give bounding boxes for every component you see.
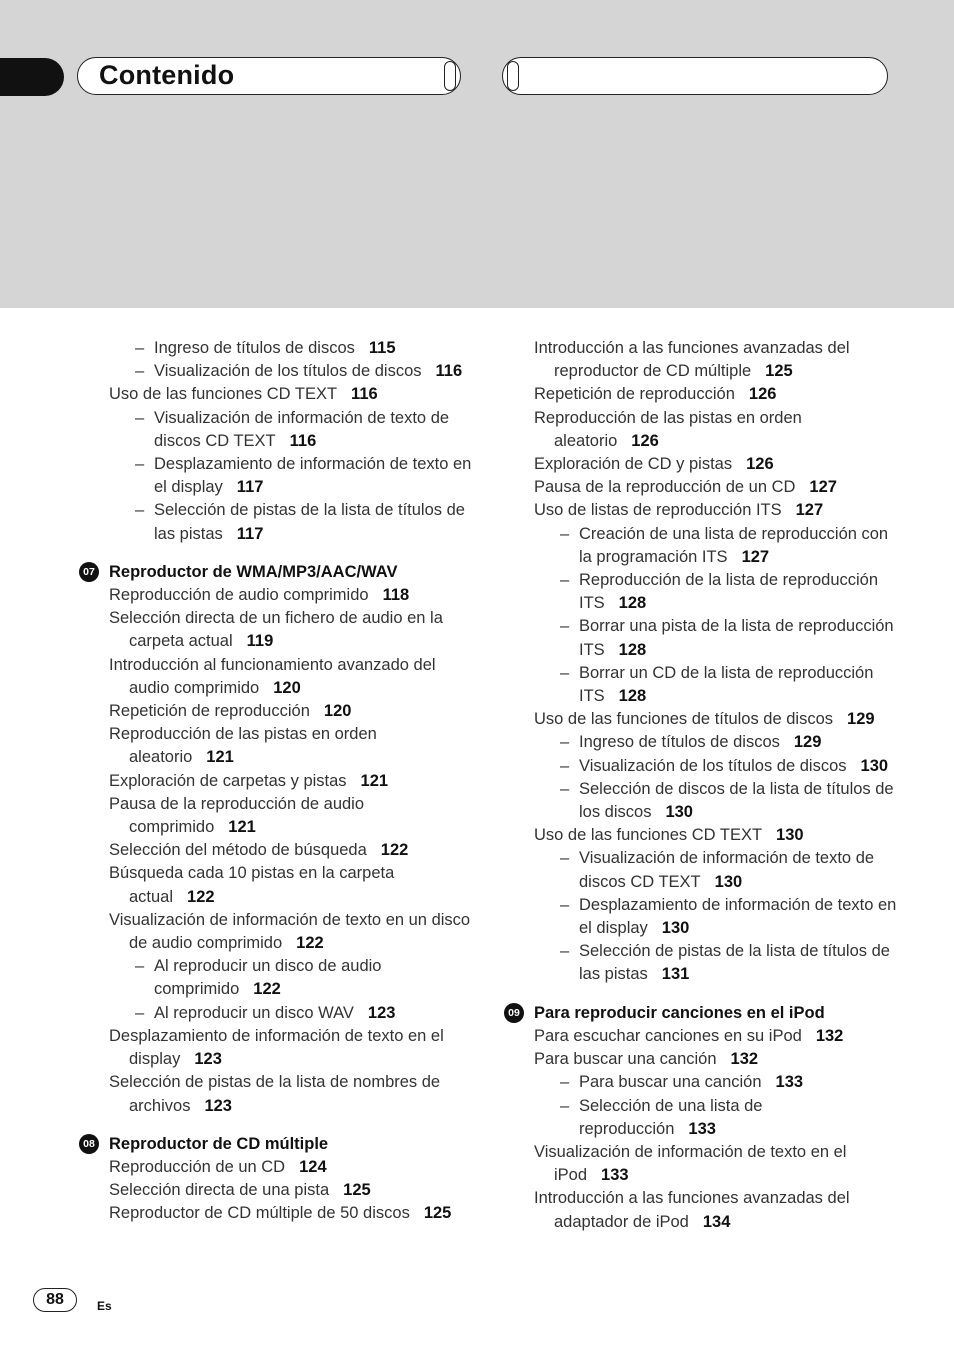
toc-subentry[interactable] bbox=[82, 1002, 472, 1025]
toc-subentry[interactable] bbox=[82, 360, 472, 383]
entry-text: Borrar un CD de la lista de reproducción ITS bbox=[579, 663, 874, 706]
entry-text: Para escuchar canciones en su iPod bbox=[534, 1026, 802, 1045]
toc-entry[interactable] bbox=[507, 824, 897, 847]
toc-section-heading[interactable] bbox=[507, 1002, 897, 1025]
dash-bullet-icon: – bbox=[560, 524, 570, 543]
entry-text: Visualización de información de texto de discos CD TEXT bbox=[154, 408, 450, 450]
toc-entry[interactable] bbox=[82, 700, 472, 723]
entry-page-number: 125 bbox=[765, 362, 793, 381]
title-box bbox=[77, 57, 461, 95]
entry-text: Selección directa de un fichero de audio en la carpeta actual bbox=[109, 609, 443, 651]
entry-text: Reproducción de las pistas en orden aleatorio bbox=[109, 725, 377, 767]
entry-text: Uso de las funciones de títulos de discos bbox=[534, 710, 834, 729]
entry-text: Reproductor de CD múltiple de 50 discos bbox=[109, 1204, 410, 1223]
entry-page-number: 128 bbox=[618, 640, 647, 659]
entry-page-number: 120 bbox=[323, 702, 352, 721]
entry-page-number: 123 bbox=[194, 1050, 222, 1069]
entry-text: Uso de las funciones CD TEXT bbox=[534, 826, 763, 845]
toc-entry[interactable] bbox=[507, 453, 897, 476]
section-number-badge: 08 bbox=[79, 1134, 99, 1154]
entry-page-number: 133 bbox=[688, 1119, 716, 1138]
entry-text: Pausa de la reproducción de un CD bbox=[534, 478, 796, 497]
entry-page-number: 126 bbox=[631, 431, 659, 450]
entry-text: Reproducción de audio comprimido bbox=[109, 586, 369, 605]
entry-text: Borrar una pista de la lista de reproducción ITS bbox=[579, 617, 894, 659]
language-label: Es bbox=[97, 1299, 112, 1313]
entry-page-number: 130 bbox=[661, 919, 690, 938]
entry-text: Para buscar una canción bbox=[534, 1050, 717, 1069]
entry-page-number: 130 bbox=[860, 756, 889, 775]
toc-subentry[interactable] bbox=[507, 731, 897, 754]
entry-text: Selección del método de búsqueda bbox=[109, 841, 367, 860]
entry-page-number: 127 bbox=[741, 547, 770, 566]
dash-bullet-icon: – bbox=[135, 1003, 145, 1022]
entry-page-number: 125 bbox=[423, 1204, 452, 1223]
entry-text: Selección de pistas de la lista de nombres de archivos bbox=[109, 1073, 441, 1115]
toc-subentry[interactable] bbox=[82, 499, 472, 545]
dash-bullet-icon: – bbox=[135, 362, 145, 381]
entry-text: Ingreso de títulos de discos bbox=[579, 733, 780, 752]
toc-entry[interactable] bbox=[82, 770, 472, 793]
toc-entry[interactable] bbox=[82, 1179, 472, 1202]
entry-page-number: 130 bbox=[665, 803, 693, 822]
dash-bullet-icon: – bbox=[135, 957, 145, 976]
entry-text: Reproducción de la lista de reproducción ITS bbox=[579, 571, 879, 613]
dash-bullet-icon: – bbox=[560, 756, 570, 775]
entry-page-number: 123 bbox=[204, 1096, 232, 1115]
entry-text: Visualización de los títulos de discos bbox=[579, 756, 847, 775]
toc-entry[interactable] bbox=[507, 499, 897, 522]
entry-text: Selección de una lista de reproducción bbox=[579, 1096, 763, 1138]
entry-text: Uso de listas de reproducción ITS bbox=[534, 501, 782, 520]
toc-entry[interactable] bbox=[82, 607, 472, 653]
entry-text: Repetición de reproducción bbox=[534, 385, 735, 404]
toc-entry[interactable] bbox=[82, 584, 472, 607]
dash-bullet-icon: – bbox=[135, 408, 145, 427]
section-number-badge: 09 bbox=[504, 1003, 524, 1023]
toc-subentry[interactable] bbox=[507, 615, 897, 661]
entry-page-number: 129 bbox=[847, 710, 875, 729]
toc-subentry[interactable] bbox=[507, 778, 897, 824]
toc-entry[interactable] bbox=[507, 1025, 897, 1048]
page-number: 88 bbox=[33, 1288, 77, 1312]
dash-bullet-icon: – bbox=[560, 895, 570, 914]
dash-bullet-icon: – bbox=[560, 571, 570, 590]
entry-page-number: 116 bbox=[351, 385, 378, 404]
entry-page-number: 124 bbox=[299, 1157, 327, 1176]
entry-text: Visualización de información de texto de discos CD TEXT bbox=[579, 849, 875, 891]
entry-page-number: 121 bbox=[228, 818, 256, 837]
entry-page-number: 117 bbox=[236, 524, 264, 543]
header-band bbox=[0, 0, 954, 308]
toc-subentry[interactable] bbox=[507, 662, 897, 708]
entry-page-number: 127 bbox=[795, 501, 824, 520]
toc-entry[interactable] bbox=[82, 1025, 472, 1071]
toc-entry[interactable] bbox=[507, 407, 897, 453]
section-title: Reproductor de CD múltiple bbox=[109, 1134, 329, 1153]
dash-bullet-icon: – bbox=[560, 779, 570, 798]
toc-column-right bbox=[507, 337, 897, 1234]
toc-subentry[interactable] bbox=[507, 569, 897, 615]
toc-entry[interactable] bbox=[82, 839, 472, 862]
entry-page-number: 121 bbox=[206, 748, 234, 767]
toc-entry[interactable] bbox=[507, 1141, 897, 1187]
entry-text: Al reproducir un disco WAV bbox=[154, 1003, 354, 1022]
toc-entry[interactable] bbox=[507, 1048, 897, 1071]
dash-bullet-icon: – bbox=[135, 501, 145, 520]
toc-subentry[interactable] bbox=[507, 1071, 897, 1094]
toc-subentry[interactable] bbox=[507, 894, 897, 940]
toc-subentry[interactable] bbox=[507, 940, 897, 986]
toc-subentry[interactable] bbox=[82, 337, 472, 360]
toc-entry[interactable] bbox=[507, 1187, 897, 1233]
entry-page-number: 115 bbox=[368, 339, 396, 357]
entry-page-number: 122 bbox=[296, 934, 324, 953]
entry-page-number: 134 bbox=[702, 1212, 731, 1231]
entry-text: Desplazamiento de información de texto en el display bbox=[154, 455, 472, 497]
entry-page-number: 131 bbox=[661, 965, 690, 984]
toc-entry[interactable] bbox=[82, 1156, 472, 1179]
toc-entry[interactable] bbox=[82, 654, 472, 700]
section-title: Para reproducir canciones en el iPod bbox=[534, 1003, 825, 1022]
toc-subentry[interactable] bbox=[507, 847, 897, 893]
entry-text: Reproducción de un CD bbox=[109, 1157, 286, 1176]
entry-page-number: 116 bbox=[289, 431, 317, 450]
entry-text: Repetición de reproducción bbox=[109, 702, 310, 721]
section-number-badge: 07 bbox=[79, 562, 99, 582]
entry-text: Selección de pistas de la lista de títulos de las pistas bbox=[579, 942, 890, 984]
dash-bullet-icon: – bbox=[560, 849, 570, 868]
dash-bullet-icon: – bbox=[560, 1096, 570, 1115]
entry-text: Selección directa de una pista bbox=[109, 1181, 330, 1200]
toc-section-heading[interactable] bbox=[82, 1133, 472, 1156]
toc-subentry[interactable] bbox=[82, 453, 472, 499]
toc-entry[interactable] bbox=[507, 383, 897, 406]
entry-page-number: 129 bbox=[793, 733, 822, 752]
entry-page-number: 122 bbox=[187, 887, 215, 906]
entry-page-number: 120 bbox=[273, 678, 301, 697]
entry-page-number: 116 bbox=[435, 362, 463, 381]
entry-text: Introducción al funcionamiento avanzado del audio comprimido bbox=[109, 655, 436, 697]
toc-entry[interactable] bbox=[82, 723, 472, 769]
entry-text: Selección de discos de la lista de títulos de los discos bbox=[579, 779, 894, 822]
entry-page-number: 122 bbox=[253, 980, 281, 999]
entry-text: Selección de pistas de la lista de títulos de las pistas bbox=[154, 501, 465, 543]
entry-page-number: 126 bbox=[746, 455, 774, 474]
entry-page-number: 127 bbox=[809, 478, 837, 497]
dash-bullet-icon: – bbox=[135, 339, 145, 357]
entry-text: Desplazamiento de información de texto en el display bbox=[109, 1026, 444, 1069]
toc-subentry[interactable] bbox=[507, 1095, 897, 1141]
entry-page-number: 125 bbox=[343, 1181, 371, 1200]
entry-text: Pausa de la reproducción de audio comprimido bbox=[109, 794, 365, 837]
toc-subentry[interactable] bbox=[507, 523, 897, 569]
toc-entry[interactable] bbox=[82, 383, 472, 406]
entry-text: Búsqueda cada 10 pistas en la carpeta actual bbox=[109, 864, 395, 906]
section-tab bbox=[0, 58, 64, 96]
toc-entry[interactable] bbox=[82, 1071, 472, 1117]
dash-bullet-icon: – bbox=[560, 942, 570, 961]
entry-page-number: 122 bbox=[380, 841, 409, 860]
entry-text: Desplazamiento de información de texto en el display bbox=[579, 895, 897, 938]
blank-box-edge bbox=[507, 61, 519, 91]
entry-text: Visualización de los títulos de discos bbox=[154, 362, 422, 381]
toc-section-heading[interactable] bbox=[82, 561, 472, 584]
entry-text: Reproducción de las pistas en orden aleatorio bbox=[534, 408, 802, 450]
entry-page-number: 128 bbox=[618, 687, 647, 706]
toc-entry[interactable] bbox=[507, 476, 897, 499]
entry-page-number: 123 bbox=[367, 1003, 396, 1022]
entry-text: Exploración de CD y pistas bbox=[534, 455, 733, 474]
dash-bullet-icon: – bbox=[560, 733, 570, 752]
toc-entry[interactable] bbox=[82, 862, 472, 908]
entry-text: Visualización de información de texto en un disco de audio comprimido bbox=[109, 910, 471, 953]
toc-subentry[interactable] bbox=[507, 755, 897, 778]
toc-entry[interactable] bbox=[507, 708, 897, 731]
entry-page-number: 132 bbox=[730, 1050, 759, 1069]
entry-text: Ingreso de títulos de discos bbox=[154, 339, 355, 357]
dash-bullet-icon: – bbox=[560, 1073, 570, 1092]
entry-text: Creación de una lista de reproducción con la programación ITS bbox=[579, 524, 889, 566]
section-title: Reproductor de WMA/MP3/AAC/WAV bbox=[109, 562, 398, 581]
entry-text: Introducción a las funciones avanzadas del reproductor de CD múltiple bbox=[534, 339, 850, 381]
toc-entry[interactable] bbox=[82, 909, 472, 955]
toc-column-left bbox=[82, 337, 472, 1226]
entry-text: Uso de las funciones CD TEXT bbox=[109, 385, 338, 404]
toc-entry[interactable] bbox=[507, 337, 897, 383]
entry-page-number: 121 bbox=[360, 771, 389, 790]
entry-text: Para buscar una canción bbox=[579, 1073, 762, 1092]
entry-page-number: 130 bbox=[714, 872, 743, 891]
toc-subentry[interactable] bbox=[82, 955, 472, 1001]
entry-page-number: 130 bbox=[776, 826, 804, 845]
entry-page-number: 117 bbox=[236, 478, 264, 497]
page-title: Contenido bbox=[99, 60, 235, 90]
dash-bullet-icon: – bbox=[560, 617, 570, 636]
entry-page-number: 128 bbox=[618, 594, 647, 613]
toc-subentry[interactable] bbox=[82, 407, 472, 453]
entry-page-number: 132 bbox=[815, 1026, 844, 1045]
toc-entry[interactable] bbox=[82, 793, 472, 839]
entry-page-number: 126 bbox=[748, 385, 777, 404]
entry-page-number: 133 bbox=[601, 1166, 629, 1185]
entry-text: Exploración de carpetas y pistas bbox=[109, 771, 347, 790]
toc-entry[interactable] bbox=[82, 1202, 472, 1225]
dash-bullet-icon: – bbox=[135, 455, 145, 474]
entry-page-number: 118 bbox=[382, 586, 410, 605]
entry-text: Visualización de información de texto en el iPod bbox=[534, 1142, 847, 1185]
entry-page-number: 119 bbox=[246, 632, 274, 651]
title-box-edge bbox=[444, 61, 456, 91]
dash-bullet-icon: – bbox=[560, 663, 570, 682]
blank-header-box bbox=[502, 57, 888, 95]
entry-page-number: 133 bbox=[775, 1073, 804, 1092]
entry-text: Introducción a las funciones avanzadas del adaptador de iPod bbox=[534, 1189, 850, 1231]
entry-text: Al reproducir un disco de audio comprimido bbox=[154, 957, 382, 999]
